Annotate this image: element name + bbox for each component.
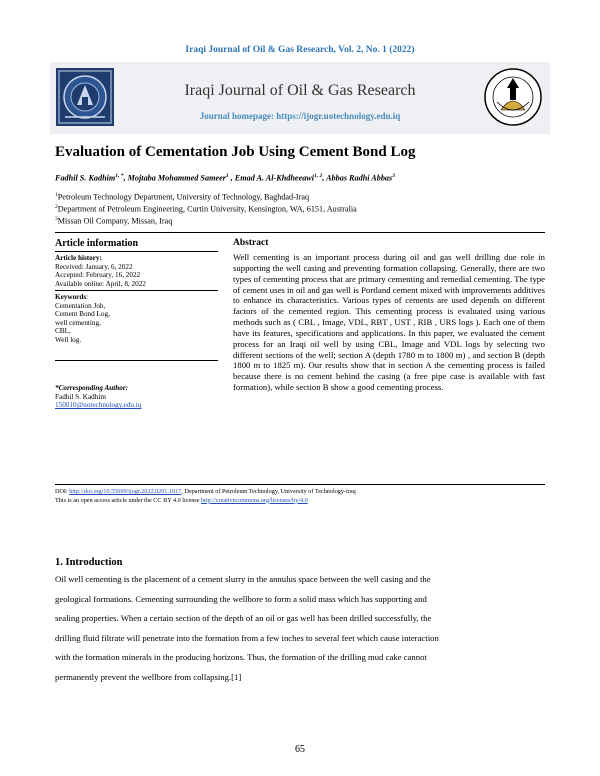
accepted-date: Accepted: February, 16, 2022 [55,271,141,280]
affiliation-1-sup: 1 [55,192,58,198]
author-1: Fadhil S. Kadhim [55,173,116,183]
intro-line: geological formations. Cementing surrounding the wellbore to form a solid mass which has supporting and [55,593,427,604]
abstract-heading: Abstract [233,238,269,248]
intro-line: drilling fluid filtrate will penetrate into the formation from a few inches to several feet which cause interaction [55,632,439,643]
affiliation-2-text: Department of Petroleum Engineering, Curtin University, Kensington, WA, 6151, Australia [57,204,357,214]
author-2-affil: 1 [225,173,229,179]
article-info-heading: Article information [55,238,139,249]
corresponding-label: *Corresponding Author: [55,384,129,392]
available-date: Available online: April, 8, 2022 [55,279,146,288]
doi-affil: , Department of Petroleum Technology, University of Technology-iraq [181,488,356,495]
license-link[interactable]: http://creativecommons.org/licenses/by/4.0 [201,496,308,504]
keywords-label: Keywords [55,293,87,301]
affiliation-3-sup: 3 [55,216,58,222]
keywords-block [55,293,218,345]
intro-line: Oil well cementing is the placement of a cement slurry in the annulus space between the well casing and the [55,574,431,584]
introduction-text [55,570,550,687]
keyword: Well log. [55,335,82,344]
university-seal-icon [483,66,543,128]
doi-divider [55,484,545,485]
affiliation-1-text: Petroleum Technology Department, University of Technology, Baghdad-Iraq [57,192,310,202]
author-1-affil: 1, * [115,173,124,179]
article-history [55,254,218,288]
license-text: This is an open access article under the CC BY 4.0 license [55,496,201,504]
affiliation-1 [55,192,545,202]
keywords-divider [55,360,218,361]
author-2: , Mojtaba Mohammed Sameer [123,173,226,183]
journal-name: Iraqi Journal of Oil & Gas Research [184,82,416,99]
author-list [55,173,545,183]
corresponding-author-block [55,384,218,410]
received-date: Received: January, 6, 2022 [55,262,133,271]
introduction-heading: 1. Introduction [55,557,123,568]
intro-line: permanently prevent the wellbore from collapsing.[1] [55,671,242,682]
affiliation-2 [55,204,545,214]
paper-title: Evaluation of Cementation Job Using Cement Bond Log [55,144,416,160]
history-label: Article history: [55,254,102,262]
doi-block [55,488,555,505]
journal-homepage[interactable]: Journal homepage: https://ijogr.uotechnology.edu.iq [199,111,401,121]
doi-link[interactable]: http://doi.org/10.55699/ijogr.2022.0201.1017 [69,488,182,495]
article-info-divider [55,251,218,252]
keywords-colon: : [86,293,89,301]
author-3: , Emad A. Al-Khdheeawi [228,173,315,183]
page-number: 65 [295,744,305,755]
affiliation-3-text: Missan Oil Company, Missan, Iraq [57,216,173,226]
keyword: well cementing, [55,318,101,327]
keyword: CBL, [55,327,71,336]
keyword: Cementation Job, [55,301,106,310]
author-4: , Abbas Radhi Abbas [322,173,393,183]
history-divider [55,290,218,291]
doi-label: DOI: [55,488,70,495]
running-head: Iraqi Journal of Oil & Gas Research, Vol. 2, No. 1 (2022) [185,45,415,55]
author-4-affil: 3 [392,173,395,179]
author-3-affil: 1, 2 [314,173,323,179]
journal-logo-icon [55,67,115,127]
affiliation-2-sup: 2 [55,204,58,210]
abstract-text: Well cementing is an important process during oil and gas well drilling due role in supporting the well casing and preventing formation collapsing. Generally, there are two types of cementing process that are primary cementing and remedial cementing. The type of cement uses in oil and gas well is Portland cement mixed with improvements additives to enhance its characteristics. Various types of cements are used depends on different factors of the cemented region. This cementing process is evaluated using various methods such as ( CBL , Image, VDL, RBT , UST , RIB , URS logs ). Each one of them have its features, specifications and applications. In this paper, we evaluated the cement process for an Iraqi oil well by using CBL, Image and VDL logs by selecting two different sections of the well; section A (depth 1780 m to 1800 m) , and section B (depth 1800 m to 1825 m). Our results show that in section A the cementing process is failed because there is no cement behind the casing (a free pipe case is available with fast formation), while section B show a good cementing process. [233,252,545,393]
header-divider [55,232,545,233]
intro-line: with the formation minerals in the producing horizons. Thus, the formation of the drilling mud cake cannot [55,652,427,662]
affiliation-3 [55,216,545,226]
keyword: Cement Bond Log, [55,310,110,319]
corresponding-email-link[interactable]: 150010@uotechnology.edu.iq [55,401,142,410]
intro-line: sealing properties. When a certain section of the depth of an oil or gas well has been drilled successfully, the [55,613,432,623]
corresponding-name: Fadhil S. Kadhim [55,392,106,401]
